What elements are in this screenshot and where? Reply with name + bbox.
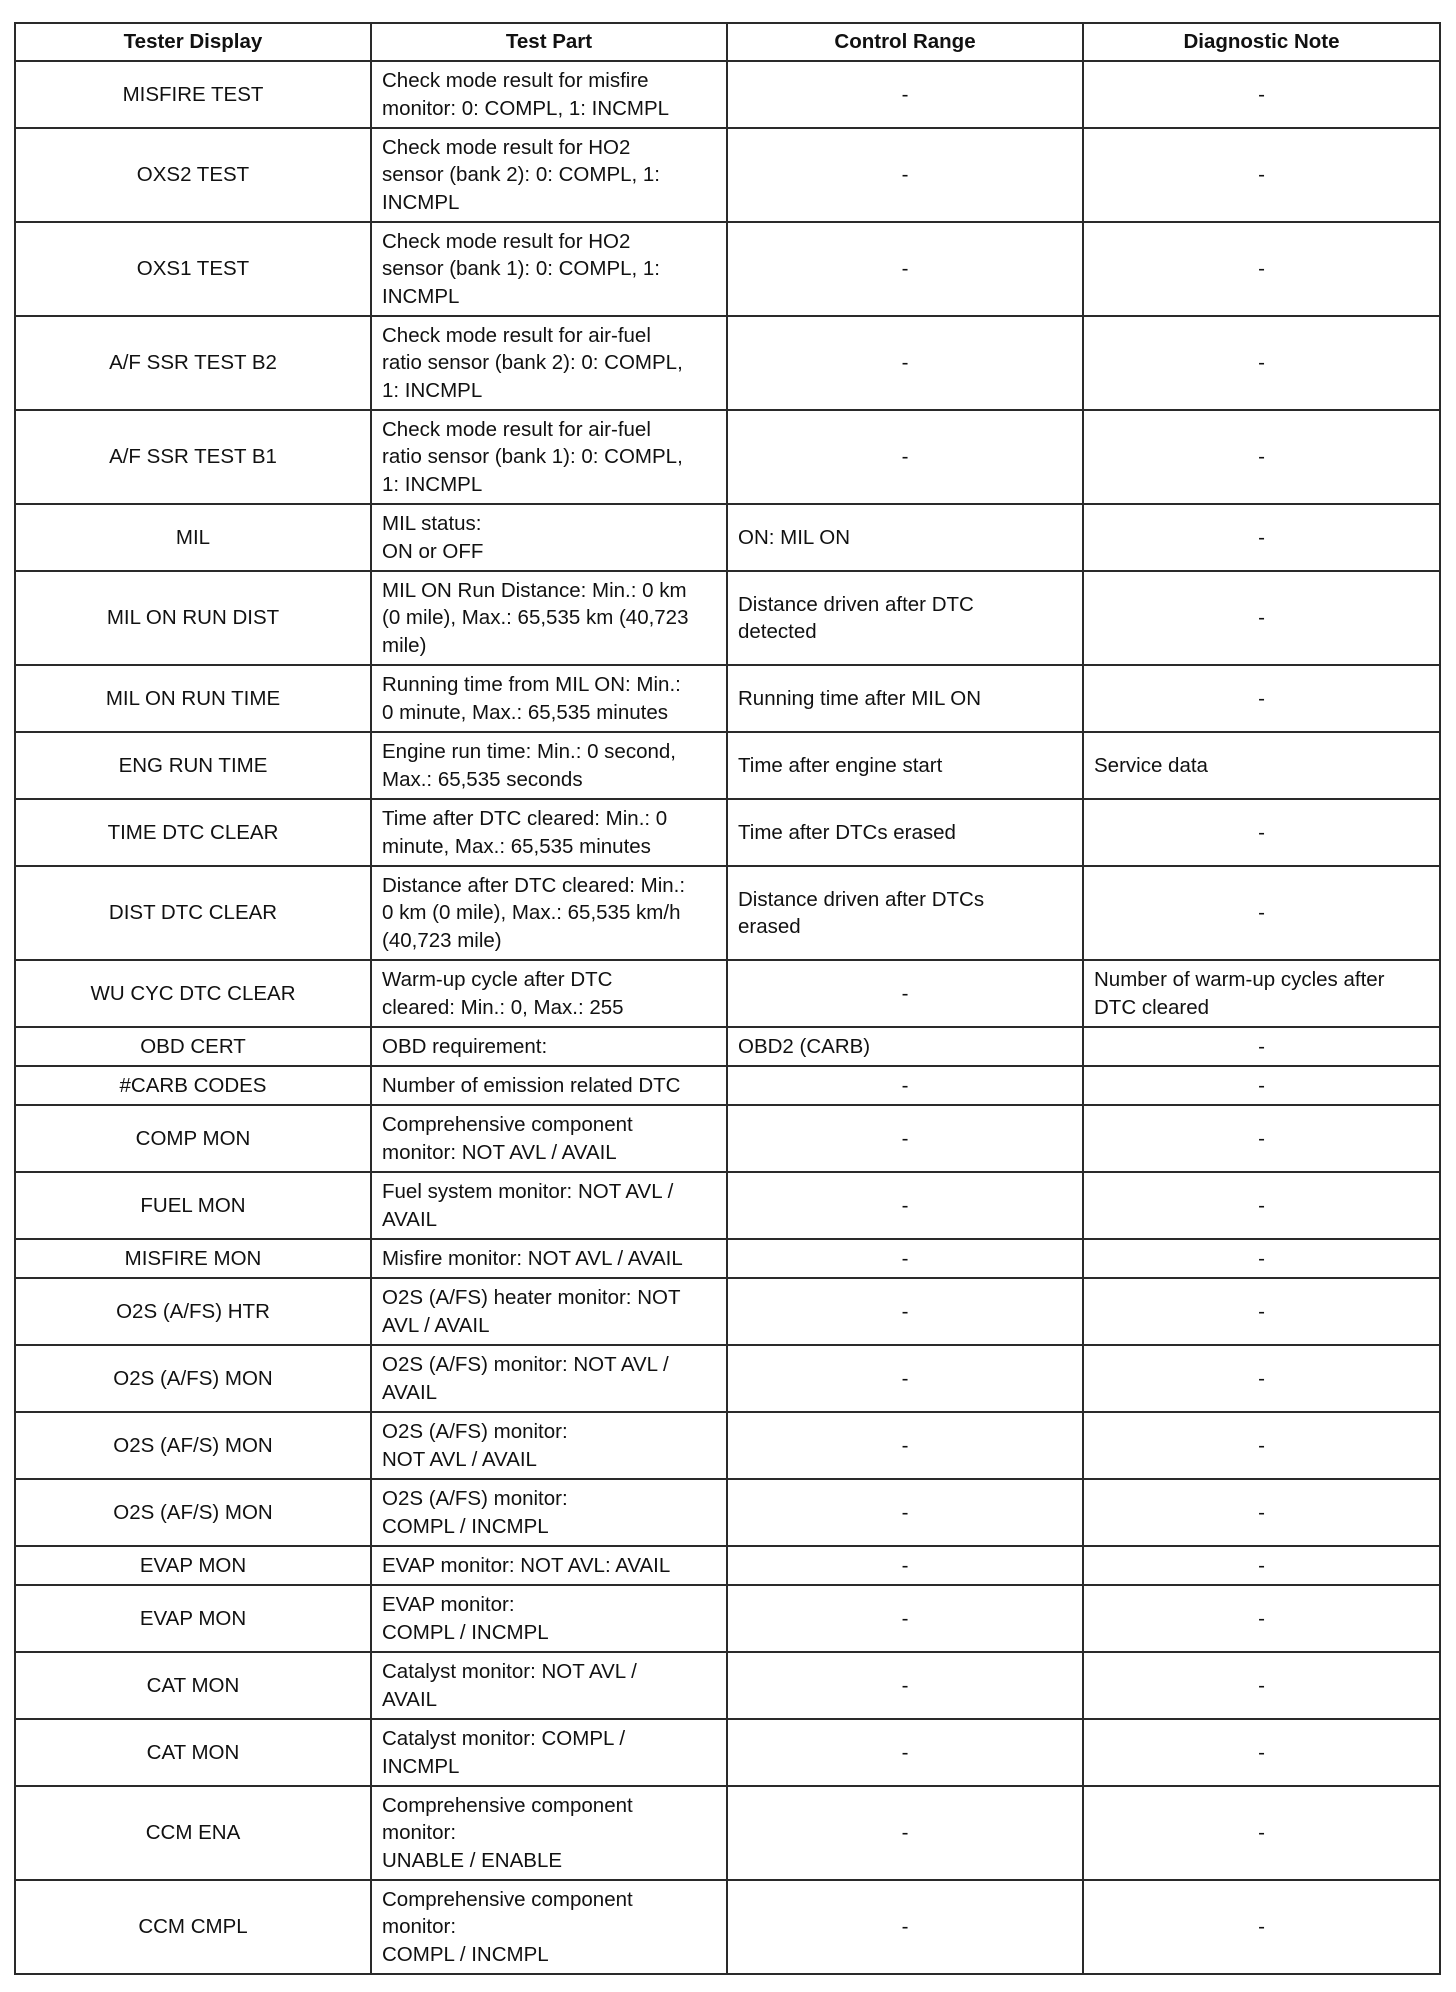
table-row: [15, 1172, 1440, 1239]
test-part-cell: O2S (A/FS) monitor: NOT AVL / AVAIL: [371, 1412, 727, 1479]
tester-display-cell: COMP MON: [15, 1105, 371, 1172]
tester-display-cell: #CARB CODES: [15, 1066, 371, 1105]
diagnostic-note-cell: -: [1083, 1105, 1440, 1172]
control-range-cell: -: [727, 1278, 1083, 1345]
diagnostic-note-cell: -: [1083, 504, 1440, 571]
control-range-cell: -: [727, 128, 1083, 222]
diagnostic-note-cell: -: [1083, 1345, 1440, 1412]
tester-display-cell: O2S (AF/S) MON: [15, 1479, 371, 1546]
diagnostic-note-cell: -: [1083, 665, 1440, 732]
diagnostic-note-cell: Number of warm-up cycles after DTC cleared: [1083, 960, 1440, 1027]
header-test-part: Test Part: [371, 23, 727, 61]
tester-display-cell: A/F SSR TEST B1: [15, 410, 371, 504]
test-part-cell: Misfire monitor: NOT AVL / AVAIL: [371, 1239, 727, 1278]
control-range-cell: -: [727, 1345, 1083, 1412]
tester-display-cell: MIL ON RUN DIST: [15, 571, 371, 665]
control-range-cell: -: [727, 1652, 1083, 1719]
control-range-cell: Distance driven after DTC detected: [727, 571, 1083, 665]
table-row: [15, 1479, 1440, 1546]
diagnostic-note-cell: -: [1083, 316, 1440, 410]
diagnostic-note-cell: -: [1083, 410, 1440, 504]
control-range-cell: -: [727, 1719, 1083, 1786]
diagnostic-note-cell: -: [1083, 128, 1440, 222]
table-row: [15, 732, 1440, 799]
test-part-cell: Comprehensive component monitor: UNABLE / ENABLE: [371, 1786, 727, 1880]
table-row: [15, 1278, 1440, 1345]
test-part-cell: O2S (A/FS) monitor: COMPL / INCMPL: [371, 1479, 727, 1546]
control-range-cell: -: [727, 1880, 1083, 1974]
test-part-cell: Comprehensive component monitor: NOT AVL / AVAIL: [371, 1105, 727, 1172]
header-tester-display: Tester Display: [15, 23, 371, 61]
diagnostic-note-cell: -: [1083, 1239, 1440, 1278]
control-range-cell: ON: MIL ON: [727, 504, 1083, 571]
table-row: [15, 960, 1440, 1027]
table-row: [15, 128, 1440, 222]
test-part-cell: Distance after DTC cleared: Min.: 0 km (0 mile), Max.: 65,535 km/h (40,723 mile): [371, 866, 727, 960]
test-part-cell: Check mode result for HO2 sensor (bank 2): 0: COMPL, 1: INCMPL: [371, 128, 727, 222]
tester-display-cell: OXS1 TEST: [15, 222, 371, 316]
table-row: [15, 1239, 1440, 1278]
diagnostic-note-cell: -: [1083, 1066, 1440, 1105]
header-row: [15, 23, 1440, 61]
diagnostic-note-cell: -: [1083, 1786, 1440, 1880]
control-range-cell: -: [727, 1105, 1083, 1172]
tester-display-cell: CAT MON: [15, 1719, 371, 1786]
test-part-cell: Catalyst monitor: NOT AVL / AVAIL: [371, 1652, 727, 1719]
diagnostic-note-cell: -: [1083, 571, 1440, 665]
table-row: [15, 1652, 1440, 1719]
tester-display-cell: CAT MON: [15, 1652, 371, 1719]
control-range-cell: -: [727, 1412, 1083, 1479]
tester-display-cell: A/F SSR TEST B2: [15, 316, 371, 410]
test-part-cell: EVAP monitor: COMPL / INCMPL: [371, 1585, 727, 1652]
table-row: [15, 410, 1440, 504]
table-row: [15, 1880, 1440, 1974]
test-part-cell: Check mode result for air-fuel ratio sensor (bank 2): 0: COMPL, 1: INCMPL: [371, 316, 727, 410]
table-row: [15, 799, 1440, 866]
tester-display-cell: DIST DTC CLEAR: [15, 866, 371, 960]
diagnostic-note-cell: -: [1083, 1278, 1440, 1345]
tester-display-cell: CCM CMPL: [15, 1880, 371, 1974]
table-row: [15, 1585, 1440, 1652]
table-row: [15, 1412, 1440, 1479]
control-range-cell: -: [727, 1239, 1083, 1278]
test-part-cell: Fuel system monitor: NOT AVL / AVAIL: [371, 1172, 727, 1239]
test-part-cell: Number of emission related DTC: [371, 1066, 727, 1105]
tester-display-cell: EVAP MON: [15, 1546, 371, 1585]
diagnostic-note-cell: -: [1083, 222, 1440, 316]
test-part-cell: Catalyst monitor: COMPL / INCMPL: [371, 1719, 727, 1786]
control-range-cell: -: [727, 960, 1083, 1027]
table-row: [15, 504, 1440, 571]
diagnostic-note-cell: -: [1083, 61, 1440, 128]
table-row: [15, 571, 1440, 665]
tester-display-cell: MISFIRE TEST: [15, 61, 371, 128]
control-range-cell: -: [727, 61, 1083, 128]
diagnostic-note-cell: -: [1083, 1412, 1440, 1479]
control-range-cell: Distance driven after DTCs erased: [727, 866, 1083, 960]
tester-data-table: [14, 22, 1441, 1975]
diagnostic-note-cell: -: [1083, 1585, 1440, 1652]
control-range-cell: Time after DTCs erased: [727, 799, 1083, 866]
diagnostic-note-cell: -: [1083, 799, 1440, 866]
table-row: [15, 1066, 1440, 1105]
control-range-cell: -: [727, 222, 1083, 316]
tester-display-cell: CCM ENA: [15, 1786, 371, 1880]
diagnostic-note-cell: -: [1083, 866, 1440, 960]
table-body: [15, 61, 1440, 1974]
table-row: [15, 316, 1440, 410]
table-row: [15, 1719, 1440, 1786]
test-part-cell: MIL ON Run Distance: Min.: 0 km (0 mile), Max.: 65,535 km (40,723 mile): [371, 571, 727, 665]
control-range-cell: -: [727, 1786, 1083, 1880]
control-range-cell: -: [727, 1172, 1083, 1239]
control-range-cell: -: [727, 1066, 1083, 1105]
table-row: [15, 1345, 1440, 1412]
table-row: [15, 866, 1440, 960]
test-part-cell: Engine run time: Min.: 0 second, Max.: 65,535 seconds: [371, 732, 727, 799]
table-row: [15, 665, 1440, 732]
tester-display-cell: MIL ON RUN TIME: [15, 665, 371, 732]
table-row: [15, 61, 1440, 128]
diagnostic-note-cell: -: [1083, 1652, 1440, 1719]
table-row: [15, 1546, 1440, 1585]
test-part-cell: MIL status: ON or OFF: [371, 504, 727, 571]
test-part-cell: OBD requirement:: [371, 1027, 727, 1066]
test-part-cell: Running time from MIL ON: Min.: 0 minute, Max.: 65,535 minutes: [371, 665, 727, 732]
tester-display-cell: MIL: [15, 504, 371, 571]
tester-display-cell: EVAP MON: [15, 1585, 371, 1652]
control-range-cell: -: [727, 1585, 1083, 1652]
control-range-cell: -: [727, 1546, 1083, 1585]
tester-display-cell: O2S (A/FS) MON: [15, 1345, 371, 1412]
tester-display-cell: O2S (AF/S) MON: [15, 1412, 371, 1479]
test-part-cell: O2S (A/FS) monitor: NOT AVL / AVAIL: [371, 1345, 727, 1412]
tester-display-cell: ENG RUN TIME: [15, 732, 371, 799]
test-part-cell: Comprehensive component monitor: COMPL / INCMPL: [371, 1880, 727, 1974]
data-list-sheet: [14, 22, 1439, 1975]
diagnostic-note-cell: -: [1083, 1546, 1440, 1585]
control-range-cell: -: [727, 410, 1083, 504]
tester-display-cell: FUEL MON: [15, 1172, 371, 1239]
tester-display-cell: MISFIRE MON: [15, 1239, 371, 1278]
header-diagnostic-note: Diagnostic Note: [1083, 23, 1440, 61]
control-range-cell: Running time after MIL ON: [727, 665, 1083, 732]
test-part-cell: EVAP monitor: NOT AVL: AVAIL: [371, 1546, 727, 1585]
table-row: [15, 222, 1440, 316]
tester-display-cell: WU CYC DTC CLEAR: [15, 960, 371, 1027]
header-control-range: Control Range: [727, 23, 1083, 61]
diagnostic-note-cell: -: [1083, 1027, 1440, 1066]
tester-display-cell: OBD CERT: [15, 1027, 371, 1066]
tester-display-cell: O2S (A/FS) HTR: [15, 1278, 371, 1345]
test-part-cell: Check mode result for air-fuel ratio sensor (bank 1): 0: COMPL, 1: INCMPL: [371, 410, 727, 504]
diagnostic-note-cell: -: [1083, 1479, 1440, 1546]
control-range-cell: OBD2 (CARB): [727, 1027, 1083, 1066]
diagnostic-note-cell: -: [1083, 1719, 1440, 1786]
diagnostic-note-cell: -: [1083, 1880, 1440, 1974]
table-row: [15, 1786, 1440, 1880]
control-range-cell: -: [727, 1479, 1083, 1546]
diagnostic-note-cell: -: [1083, 1172, 1440, 1239]
control-range-cell: Time after engine start: [727, 732, 1083, 799]
test-part-cell: Warm-up cycle after DTC cleared: Min.: 0, Max.: 255: [371, 960, 727, 1027]
tester-display-cell: OXS2 TEST: [15, 128, 371, 222]
test-part-cell: Check mode result for misfire monitor: 0: COMPL, 1: INCMPL: [371, 61, 727, 128]
test-part-cell: Check mode result for HO2 sensor (bank 1): 0: COMPL, 1: INCMPL: [371, 222, 727, 316]
table-row: [15, 1027, 1440, 1066]
tester-display-cell: TIME DTC CLEAR: [15, 799, 371, 866]
test-part-cell: O2S (A/FS) heater monitor: NOT AVL / AVAIL: [371, 1278, 727, 1345]
table-row: [15, 1105, 1440, 1172]
diagnostic-note-cell: Service data: [1083, 732, 1440, 799]
control-range-cell: -: [727, 316, 1083, 410]
test-part-cell: Time after DTC cleared: Min.: 0 minute, Max.: 65,535 minutes: [371, 799, 727, 866]
